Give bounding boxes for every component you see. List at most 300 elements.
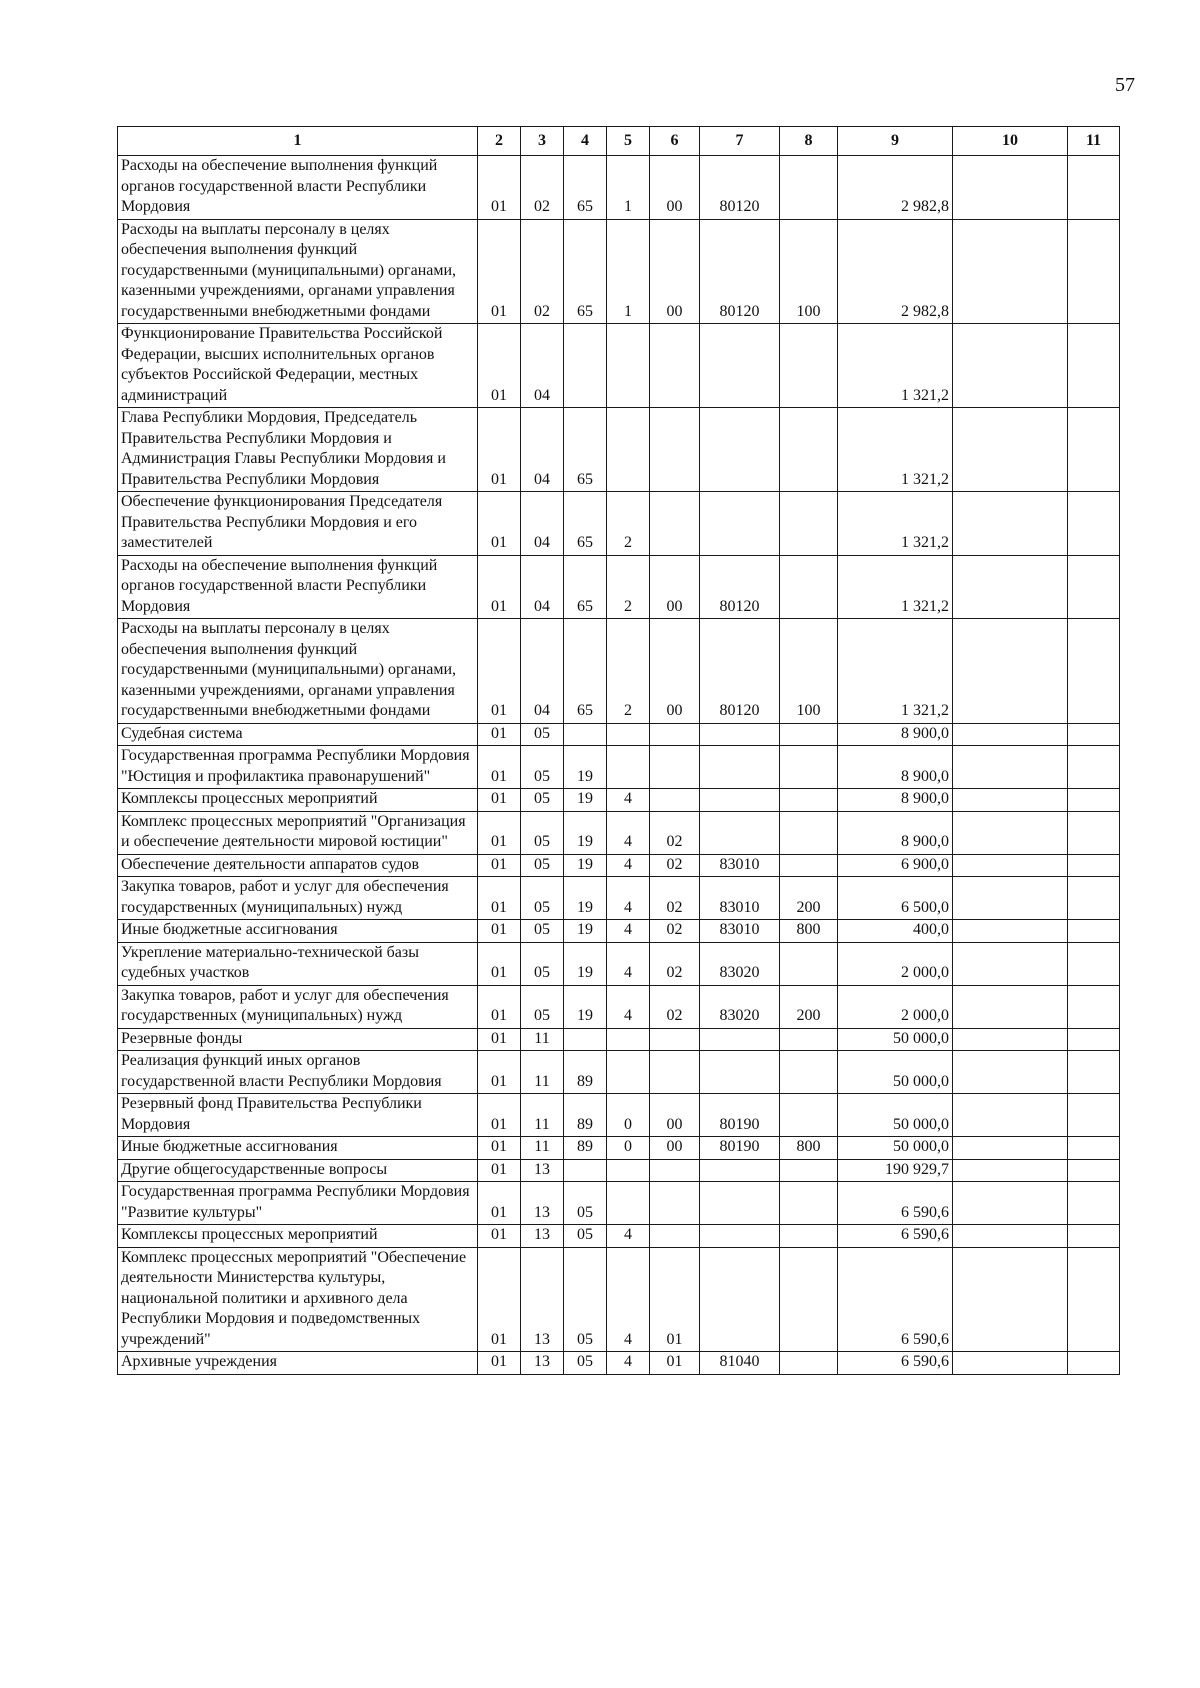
code-section: 01 [478,324,521,408]
code-section: 01 [478,619,521,724]
code-subsection: 02 [521,219,564,324]
code-direction: 80190 [700,1137,780,1160]
code-subprogram [607,408,650,492]
column-header: 2 [478,127,521,156]
col-11-cell [1068,1028,1120,1051]
col-11-cell [1068,156,1120,220]
code-activity: 00 [650,619,700,724]
column-header: 9 [838,127,953,156]
row-amount: 8 900,0 [838,789,953,812]
table-row [118,219,1120,324]
col-11-cell [1068,408,1120,492]
row-amount: 1 321,2 [838,555,953,619]
row-name: Архивные учреждения [118,1352,478,1375]
code-subsection: 05 [521,789,564,812]
row-amount: 6 590,6 [838,1225,953,1248]
code-activity: 02 [650,811,700,854]
code-activity: 01 [650,1247,700,1352]
code-section: 01 [478,1094,521,1137]
code-subsection: 11 [521,1094,564,1137]
code-expense-type: 200 [780,877,838,920]
col-11-cell [1068,1159,1120,1182]
table-row [118,1028,1120,1051]
code-subprogram: 0 [607,1094,650,1137]
col-10-cell [953,1182,1068,1225]
code-direction: 80120 [700,219,780,324]
column-header: 8 [780,127,838,156]
col-11-cell [1068,854,1120,877]
code-activity [650,723,700,746]
col-10-cell [953,854,1068,877]
code-program: 65 [564,219,607,324]
column-header: 10 [953,127,1068,156]
row-name: Укрепление материально-технической базы судебных участков [118,942,478,985]
code-program: 05 [564,1352,607,1375]
code-program: 19 [564,942,607,985]
code-subsection: 05 [521,985,564,1028]
code-section: 01 [478,1182,521,1225]
row-amount: 50 000,0 [838,1051,953,1094]
code-program [564,1159,607,1182]
code-expense-type: 800 [780,1137,838,1160]
table-row [118,723,1120,746]
col-10-cell [953,877,1068,920]
code-subprogram: 1 [607,219,650,324]
code-program [564,723,607,746]
code-section: 01 [478,723,521,746]
row-name: Обеспечение деятельности аппаратов судов [118,854,478,877]
col-11-cell [1068,1225,1120,1248]
code-subprogram: 2 [607,492,650,556]
col-10-cell [953,408,1068,492]
code-program: 19 [564,920,607,943]
code-subprogram: 4 [607,854,650,877]
row-name: Комплексы процессных мероприятий [118,1225,478,1248]
code-activity: 01 [650,1352,700,1375]
table-row [118,746,1120,789]
col-10-cell [953,920,1068,943]
code-subprogram: 4 [607,1247,650,1352]
row-name: Резервный фонд Правительства Республики Мордовия [118,1094,478,1137]
row-name: Другие общегосударственные вопросы [118,1159,478,1182]
table-row [118,811,1120,854]
table-row [118,156,1120,220]
code-section: 01 [478,156,521,220]
code-subprogram [607,1028,650,1051]
row-amount: 1 321,2 [838,408,953,492]
col-10-cell [953,619,1068,724]
col-10-cell [953,492,1068,556]
row-amount: 8 900,0 [838,811,953,854]
code-subsection: 05 [521,811,564,854]
code-subprogram: 1 [607,156,650,220]
code-expense-type: 800 [780,920,838,943]
code-direction: 80120 [700,619,780,724]
row-amount: 400,0 [838,920,953,943]
table-row [118,555,1120,619]
code-subsection: 11 [521,1028,564,1051]
row-name: Комплекс процессных мероприятий "Организация и обеспечение деятельности мировой юстиции" [118,811,478,854]
code-activity: 02 [650,985,700,1028]
row-amount: 1 321,2 [838,619,953,724]
code-expense-type [780,1159,838,1182]
code-subprogram [607,1159,650,1182]
col-10-cell [953,1028,1068,1051]
code-program: 65 [564,619,607,724]
code-subsection: 13 [521,1352,564,1375]
code-program: 19 [564,746,607,789]
code-direction: 80120 [700,555,780,619]
row-amount: 50 000,0 [838,1137,953,1160]
code-expense-type: 100 [780,219,838,324]
code-direction [700,1182,780,1225]
row-name: Расходы на выплаты персоналу в целях обеспечения выполнения функций государственными (муниципальными) органами, казенными учреждениями, органами управления государственными внебюджетными фондами [118,619,478,724]
code-activity [650,324,700,408]
code-subsection: 13 [521,1182,564,1225]
code-subprogram [607,746,650,789]
code-subsection: 13 [521,1159,564,1182]
table-row [118,1225,1120,1248]
row-name: Комплексы процессных мероприятий [118,789,478,812]
code-section: 01 [478,746,521,789]
code-direction: 83010 [700,920,780,943]
col-10-cell [953,555,1068,619]
code-program [564,1028,607,1051]
code-program [564,324,607,408]
table-row [118,1247,1120,1352]
code-activity [650,1159,700,1182]
code-subprogram: 0 [607,1137,650,1160]
col-11-cell [1068,942,1120,985]
code-direction [700,408,780,492]
row-name: Обеспечение функционирования Председателя Правительства Республики Мордовия и его заместителей [118,492,478,556]
code-subsection: 05 [521,920,564,943]
code-section: 01 [478,1051,521,1094]
code-expense-type [780,854,838,877]
row-amount: 8 900,0 [838,723,953,746]
code-expense-type: 200 [780,985,838,1028]
row-name: Расходы на выплаты персоналу в целях обеспечения выполнения функций государственными (муниципальными) органами, казенными учреждениями, органами управления государственными внебюджетными фондами [118,219,478,324]
code-expense-type [780,492,838,556]
row-name: Расходы на обеспечение выполнения функций органов государственной власти Республики Мордовия [118,555,478,619]
col-11-cell [1068,1352,1120,1375]
code-subsection: 05 [521,877,564,920]
row-name: Судебная система [118,723,478,746]
code-direction [700,723,780,746]
row-amount: 1 321,2 [838,492,953,556]
code-subsection: 05 [521,942,564,985]
code-activity: 02 [650,877,700,920]
col-10-cell [953,811,1068,854]
code-section: 01 [478,492,521,556]
row-amount: 6 590,6 [838,1352,953,1375]
table-row [118,942,1120,985]
code-expense-type [780,408,838,492]
code-activity [650,1028,700,1051]
code-activity: 00 [650,1137,700,1160]
code-activity [650,492,700,556]
code-expense-type [780,942,838,985]
code-activity [650,1182,700,1225]
row-name: Резервные фонды [118,1028,478,1051]
row-amount: 1 321,2 [838,324,953,408]
col-10-cell [953,219,1068,324]
code-direction: 83010 [700,877,780,920]
col-10-cell [953,723,1068,746]
col-11-cell [1068,492,1120,556]
code-program: 19 [564,854,607,877]
code-subprogram: 4 [607,789,650,812]
code-subsection: 04 [521,555,564,619]
row-amount: 2 000,0 [838,942,953,985]
code-expense-type [780,555,838,619]
code-section: 01 [478,942,521,985]
code-activity [650,746,700,789]
code-activity: 00 [650,156,700,220]
column-header: 7 [700,127,780,156]
code-subprogram [607,723,650,746]
table-row [118,408,1120,492]
col-11-cell [1068,789,1120,812]
table-row [118,1159,1120,1182]
table-row [118,324,1120,408]
col-11-cell [1068,877,1120,920]
code-subsection: 02 [521,156,564,220]
budget-table [117,126,1120,1375]
col-11-cell [1068,219,1120,324]
code-direction [700,811,780,854]
code-subsection: 13 [521,1247,564,1352]
col-11-cell [1068,920,1120,943]
table-row [118,619,1120,724]
code-subsection: 05 [521,746,564,789]
row-amount: 6 590,6 [838,1182,953,1225]
code-subprogram: 4 [607,1225,650,1248]
code-subprogram: 4 [607,811,650,854]
code-subsection: 04 [521,408,564,492]
row-amount: 2 982,8 [838,219,953,324]
code-subprogram: 4 [607,942,650,985]
col-11-cell [1068,811,1120,854]
column-header: 11 [1068,127,1120,156]
code-section: 01 [478,877,521,920]
code-section: 01 [478,219,521,324]
code-program: 19 [564,811,607,854]
col-10-cell [953,942,1068,985]
row-name: Государственная программа Республики Мордовия "Развитие культуры" [118,1182,478,1225]
table-row [118,1051,1120,1094]
row-name: Функционирование Правительства Российской Федерации, высших исполнительных органов субъектов Российской Федерации, местных администраций [118,324,478,408]
table-row [118,492,1120,556]
code-direction [700,789,780,812]
code-subprogram: 4 [607,985,650,1028]
row-name: Иные бюджетные ассигнования [118,1137,478,1160]
row-name: Закупка товаров, работ и услуг для обеспечения государственных (муниципальных) нужд [118,877,478,920]
col-11-cell [1068,1182,1120,1225]
code-direction: 81040 [700,1352,780,1375]
row-amount: 2 982,8 [838,156,953,220]
code-subsection: 05 [521,854,564,877]
code-activity: 02 [650,854,700,877]
table-row [118,1137,1120,1160]
code-direction [700,1225,780,1248]
code-activity [650,1051,700,1094]
row-name: Комплекс процессных мероприятий "Обеспечение деятельности Министерства культуры, национальной политики и архивного дела Республики Мордовия и подведомственных учреждений" [118,1247,478,1352]
col-10-cell [953,1051,1068,1094]
code-section: 01 [478,1352,521,1375]
table-row [118,789,1120,812]
col-11-cell [1068,1094,1120,1137]
col-11-cell [1068,1247,1120,1352]
row-name: Закупка товаров, работ и услуг для обеспечения государственных (муниципальных) нужд [118,985,478,1028]
col-10-cell [953,1247,1068,1352]
code-subprogram [607,1051,650,1094]
code-program: 19 [564,985,607,1028]
row-name: Реализация функций иных органов государственной власти Республики Мордовия [118,1051,478,1094]
code-subprogram: 2 [607,555,650,619]
code-subsection: 05 [521,723,564,746]
code-expense-type [780,324,838,408]
col-11-cell [1068,746,1120,789]
table-row [118,1094,1120,1137]
code-section: 01 [478,1137,521,1160]
table-row [118,854,1120,877]
code-activity: 02 [650,942,700,985]
code-direction [700,324,780,408]
col-10-cell [953,1094,1068,1137]
col-10-cell [953,1225,1068,1248]
row-amount: 2 000,0 [838,985,953,1028]
code-program: 89 [564,1137,607,1160]
code-section: 01 [478,789,521,812]
col-11-cell [1068,555,1120,619]
code-program: 89 [564,1094,607,1137]
code-expense-type [780,1094,838,1137]
code-subsection: 04 [521,324,564,408]
code-section: 01 [478,811,521,854]
header-row [118,127,1120,156]
code-expense-type [780,1182,838,1225]
col-10-cell [953,156,1068,220]
row-amount: 50 000,0 [838,1094,953,1137]
code-expense-type: 100 [780,619,838,724]
table-row [118,985,1120,1028]
code-program: 65 [564,555,607,619]
code-subprogram: 4 [607,920,650,943]
code-expense-type [780,1051,838,1094]
code-subprogram: 4 [607,877,650,920]
code-expense-type [780,156,838,220]
code-expense-type [780,1247,838,1352]
code-subsection: 13 [521,1225,564,1248]
code-section: 01 [478,854,521,877]
code-subprogram [607,1182,650,1225]
col-10-cell [953,746,1068,789]
code-program: 19 [564,877,607,920]
code-direction: 83020 [700,942,780,985]
code-program: 65 [564,156,607,220]
code-subsection: 11 [521,1051,564,1094]
column-header: 4 [564,127,607,156]
code-section: 01 [478,985,521,1028]
column-header: 6 [650,127,700,156]
code-direction: 83010 [700,854,780,877]
code-section: 01 [478,1247,521,1352]
code-direction [700,1028,780,1051]
table-row [118,1352,1120,1375]
code-subsection: 04 [521,619,564,724]
table-row [118,877,1120,920]
row-amount: 50 000,0 [838,1028,953,1051]
code-section: 01 [478,920,521,943]
row-amount: 6 900,0 [838,854,953,877]
col-10-cell [953,1352,1068,1375]
row-name: Иные бюджетные ассигнования [118,920,478,943]
code-activity: 00 [650,555,700,619]
col-10-cell [953,1137,1068,1160]
code-activity [650,1225,700,1248]
col-10-cell [953,985,1068,1028]
row-name: Государственная программа Республики Мордовия "Юстиция и профилактика правонарушений" [118,746,478,789]
col-10-cell [953,789,1068,812]
table-row [118,1182,1120,1225]
code-direction: 80120 [700,156,780,220]
code-program: 65 [564,408,607,492]
col-11-cell [1068,723,1120,746]
row-amount: 8 900,0 [838,746,953,789]
column-header: 5 [607,127,650,156]
table-row [118,920,1120,943]
row-amount: 6 500,0 [838,877,953,920]
code-subprogram [607,324,650,408]
code-section: 01 [478,1028,521,1051]
code-activity [650,408,700,492]
code-section: 01 [478,1225,521,1248]
code-expense-type [780,746,838,789]
code-expense-type [780,723,838,746]
code-activity: 00 [650,219,700,324]
code-program: 89 [564,1051,607,1094]
code-activity [650,789,700,812]
code-activity: 02 [650,920,700,943]
column-header: 3 [521,127,564,156]
code-expense-type [780,811,838,854]
code-direction [700,1247,780,1352]
row-amount: 190 929,7 [838,1159,953,1182]
code-subsection: 04 [521,492,564,556]
col-10-cell [953,324,1068,408]
code-program: 05 [564,1225,607,1248]
code-program: 05 [564,1247,607,1352]
code-program: 19 [564,789,607,812]
code-section: 01 [478,1159,521,1182]
code-section: 01 [478,408,521,492]
row-name: Расходы на обеспечение выполнения функций органов государственной власти Республики Мордовия [118,156,478,220]
code-direction [700,746,780,789]
col-11-cell [1068,985,1120,1028]
col-11-cell [1068,324,1120,408]
code-expense-type [780,1352,838,1375]
code-activity: 00 [650,1094,700,1137]
col-10-cell [953,1159,1068,1182]
col-11-cell [1068,1051,1120,1094]
column-header: 1 [118,127,478,156]
row-name: Глава Республики Мордовия, Председатель Правительства Республики Мордовия и Администрация Главы Республики Мордовия и Правительства Республики Мордовия [118,408,478,492]
code-expense-type [780,1225,838,1248]
row-amount: 6 590,6 [838,1247,953,1352]
code-direction [700,492,780,556]
code-program: 05 [564,1182,607,1225]
